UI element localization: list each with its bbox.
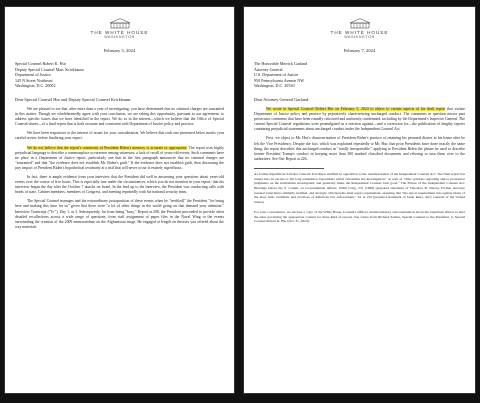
- body-paragraph: The Special Counsel manages and the extraordinary juxtaposition of these events when he "teeth[ed]" the President "for being here and making this time for us" given that there were "a lot of other things in the world going on that demand your attention." Interview Transcript ("Tr."), Day 1, at 3. Subsequently, far from being "busy," Report at 208, the President proceeded to provide often detailed recollections across a wide range of questions, from staff assignment of paper files in the Naval Wing to the events surrounding the creation of the 2009 memorandum on the Afghanistan surge. He engaged at length on theories you offered about the way materials: [15, 199, 224, 229]
- white-house-logo: [254, 17, 465, 39]
- address-line: Washington, D.C. 20002: [15, 83, 56, 89]
- address-line: Washington, D.C. 20530: [254, 83, 295, 89]
- body-paragraph: In fact, there is ample evidence from your interview that the President did well in answering your questions about years-old events over the course of five hours. This is especially true under the circumstances, which you do not mention in your report: that his interview began the day after the October 7 attacks on Israel. In the lead up to the interview, the President was conducting calls with heads of state, Cabinet members, members of Congress, and meeting repeatedly with his national security team.: [15, 175, 224, 195]
- address-line: Deputy Special Counsel Marc Krickbaum: [15, 66, 84, 72]
- address-line: 145 N Street Northeast: [15, 77, 53, 83]
- highlighted-text: We do not believe that the report's comments of President Biden's memory is accurate or appropriate.: [27, 145, 188, 150]
- salutation: Dear Special Counsel Hur and Deputy Special Counsel Krickbaum:: [15, 96, 132, 102]
- white-house-seal-icon: [108, 17, 132, 29]
- body-paragraph: We are pleased to see that, after more than a year of investigating, you have determined that no criminal charges are warranted in this matter. Though we wholeheartedly agree with your conclusion, we are taking this opportunity, pursuant to our agreement, to address specific issues that we have identified in the report. We do so in the interest—which we believe that the Office of Special Counsel shares—of a final report that is both accurate and consistent with Department of Justice policy and practice.: [15, 106, 224, 127]
- salutation: Dear Attorney General Garland:: [254, 96, 310, 102]
- letter-date: February 5, 2024: [103, 48, 136, 53]
- letterhead-subtitle: WASHINGTON: [104, 35, 135, 39]
- letterhead-subtitle: WASHINGTON: [344, 35, 375, 39]
- recipient-address: [15, 61, 224, 89]
- address-line: The Honorable Merrick Garland: [254, 61, 308, 66]
- body-paragraph: We have been responsive to the interest of issues for your consideration. We believe that each one presented below merits your careful review before finalizing your report.: [15, 131, 224, 141]
- white-house-seal-icon: [348, 17, 372, 29]
- paragraph-text: The report uses highly prejudicial language to describe a commonplace occurrence among witnesses: a lack of recall of years-old events. Such comments have no place in a Department of Justice report, particularly one that in the first paragraph announces that no criminal charges are "warranted" and that "the evidence does not establish Mr. Biden's guilt." If the evidence does not establish guilt, then discussing the jury impact of President Biden's hypothetical testimony at a trial that will never occur is entirely superfluous.: [15, 145, 224, 170]
- paragraph-text: that violate Department of Justice policy and practice by pejoratively characterizing uncharged conduct. The comments in question mirror past prosecutor comments that have been roundly criticized and uniformly condemned, including by the Department's Inspector General. The current Special Counsel regulations were promulgated as a reaction against—and a correction for—the publication of lengthy reports containing prejudicial statements about uncharged conduct under the Independent Counsel Act.: [254, 106, 465, 132]
- highlighted-paragraph: [15, 146, 224, 171]
- footnote: As former Republican Solicitor General Ted Olson testified in opposition to the reauthorization of the Independent Counsel Act: "the final report has turned into an excuse to file long exhaustive expositions which rationalize the investigation," as well as "offer opinions regarding and/or pronounce judgments on the individuals investigated, and generally make the Independent Counsel look good." The Future of the Independent Counsel Act: Hearings before the S. Comm. on Governmental Affairs, 106th Cong. 231 (1999) (prepared statement of Theodore B. Olson). Former Attorney General Janet Reno similarly testified, and strongly criticized the final report requirement, asserting that "the report requirement cuts against many of the most basic traditions and practices of American law enforcement." Id. at 252 (prepared statement of Janet Reno, Att'y General of the United States).: [254, 171, 465, 205]
- address-line: 950 Pennsylvania Avenue NW: [254, 77, 305, 83]
- highlighted-text: We wrote to Special Counsel Robert Hur on February 5, 2024 to object to certain aspects of his draft report: [266, 106, 446, 111]
- letterhead-title: THE WHITE HOUSE: [90, 30, 149, 35]
- body-paragraph: First, we object to Mr. Hur's characterization of President Biden's practice of retaining his personal diaries in his home after he left the Vice Presidency. Despite the fact, which was explained repeatedly to Mr. Hur, that prior Presidents have done exactly the same thing, the report describes this uncharged conduct as "totally irresponsible," applying to President Biden the phrase he used to describe former President Trump's conduct in keeping more than 300 marked classified documents and refusing to turn them over to the authorities. See Our Report at 226.: [254, 136, 465, 161]
- letter-page-right: [243, 6, 476, 394]
- address-line: Attorney General: [254, 66, 283, 72]
- letter-date: February 7, 2024: [343, 48, 376, 53]
- address-line: Special Counsel Robert K. Hur: [15, 61, 67, 66]
- address-line: U.S. Department of Justice: [254, 72, 299, 78]
- letterhead-title: THE WHITE HOUSE: [330, 30, 389, 35]
- letter-page-left: [4, 6, 235, 394]
- white-house-logo: [15, 17, 224, 39]
- address-line: Department of Justice: [15, 72, 51, 78]
- footnote: For your convenience, we enclose a copy of the White House Counsel's Office's detailed history and explanation about the bipartisan efforts to alter the rules governing the appropriate content for these kind of reports. See Letter from Richard Sauber, Special Counsel to the President, to Special Counsel Robert K. Hur (Oct. 31, 2023).: [254, 209, 465, 224]
- highlighted-paragraph: [254, 107, 465, 132]
- recipient-address: [254, 61, 465, 89]
- footnote-divider: [254, 168, 324, 169]
